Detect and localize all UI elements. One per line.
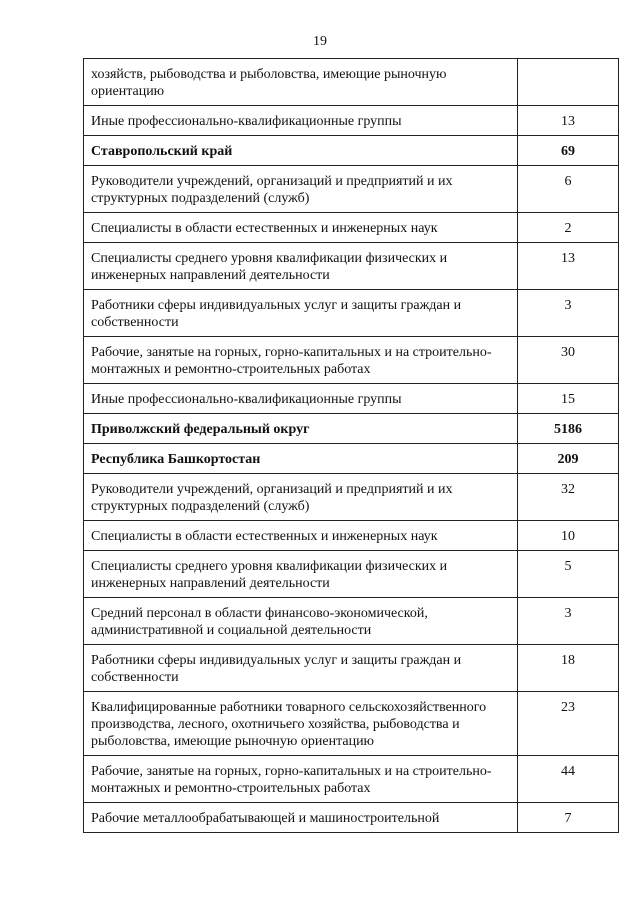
occupation-group-label: Специалисты среднего уровня квалификации физических и инженерных направлений деятельности <box>84 551 518 598</box>
occupation-group-label: Работники сферы индивидуальных услуг и защиты граждан и собственности <box>84 645 518 692</box>
quota-value: 3 <box>518 598 619 645</box>
region-total: 209 <box>518 444 619 474</box>
quota-table <box>83 58 619 833</box>
region-row <box>84 444 619 474</box>
table-row <box>84 106 619 136</box>
quota-value: 18 <box>518 645 619 692</box>
quota-value: 10 <box>518 521 619 551</box>
quota-value: 5 <box>518 551 619 598</box>
occupation-group-label: Руководители учреждений, организаций и предприятий и их структурных подразделений (служб) <box>84 474 518 521</box>
page-number: 19 <box>313 34 327 49</box>
quota-value: 44 <box>518 756 619 803</box>
table-row <box>84 598 619 645</box>
table-row <box>84 213 619 243</box>
occupation-group-label: Специалисты в области естественных и инженерных наук <box>84 213 518 243</box>
quota-value: 2 <box>518 213 619 243</box>
quota-value: 3 <box>518 290 619 337</box>
table-row <box>84 521 619 551</box>
quota-value: 13 <box>518 106 619 136</box>
region-total: 5186 <box>518 414 619 444</box>
region-row <box>84 136 619 166</box>
occupation-group-label: Средний персонал в области финансово-экономической, административной и социальной деятельности <box>84 598 518 645</box>
quota-value: 7 <box>518 803 619 833</box>
quota-value <box>518 59 619 106</box>
table-body <box>84 59 619 833</box>
quota-value: 32 <box>518 474 619 521</box>
table-row <box>84 166 619 213</box>
occupation-group-label: Иные профессионально-квалификационные группы <box>84 106 518 136</box>
quota-value: 23 <box>518 692 619 756</box>
occupation-group-label: Работники сферы индивидуальных услуг и защиты граждан и собственности <box>84 290 518 337</box>
quota-value: 15 <box>518 384 619 414</box>
region-name: Ставропольский край <box>84 136 518 166</box>
region-name: Республика Башкортостан <box>84 444 518 474</box>
table-row <box>84 645 619 692</box>
occupation-group-label: Рабочие, занятые на горных, горно-капитальных и на строительно-монтажных и ремонтно-строительных работах <box>84 337 518 384</box>
occupation-group-label: Иные профессионально-квалификационные группы <box>84 384 518 414</box>
table-row <box>84 243 619 290</box>
quota-value: 6 <box>518 166 619 213</box>
occupation-group-label: Квалифицированные работники товарного сельскохозяйственного производства, лесного, охотничьего хозяйства, рыбоводства и рыболовства, имеющие рыночную ориентацию <box>84 692 518 756</box>
occupation-group-label: Рабочие, занятые на горных, горно-капитальных и на строительно-монтажных и ремонтно-строительных работах <box>84 756 518 803</box>
region-row <box>84 414 619 444</box>
table-row <box>84 474 619 521</box>
table-row <box>84 290 619 337</box>
region-name: Приволжский федеральный округ <box>84 414 518 444</box>
occupation-group-label: Рабочие металлообрабатывающей и машиностроительной <box>84 803 518 833</box>
region-total: 69 <box>518 136 619 166</box>
table-row <box>84 59 619 106</box>
table-row <box>84 692 619 756</box>
table-row <box>84 337 619 384</box>
occupation-group-label: хозяйств, рыбоводства и рыболовства, имеющие рыночную ориентацию <box>84 59 518 106</box>
table-row <box>84 551 619 598</box>
quota-value: 13 <box>518 243 619 290</box>
occupation-group-label: Руководители учреждений, организаций и предприятий и их структурных подразделений (служб) <box>84 166 518 213</box>
table-row <box>84 384 619 414</box>
occupation-group-label: Специалисты в области естественных и инженерных наук <box>84 521 518 551</box>
occupation-group-label: Специалисты среднего уровня квалификации физических и инженерных направлений деятельности <box>84 243 518 290</box>
table-row <box>84 756 619 803</box>
quota-value: 30 <box>518 337 619 384</box>
table-row <box>84 803 619 833</box>
